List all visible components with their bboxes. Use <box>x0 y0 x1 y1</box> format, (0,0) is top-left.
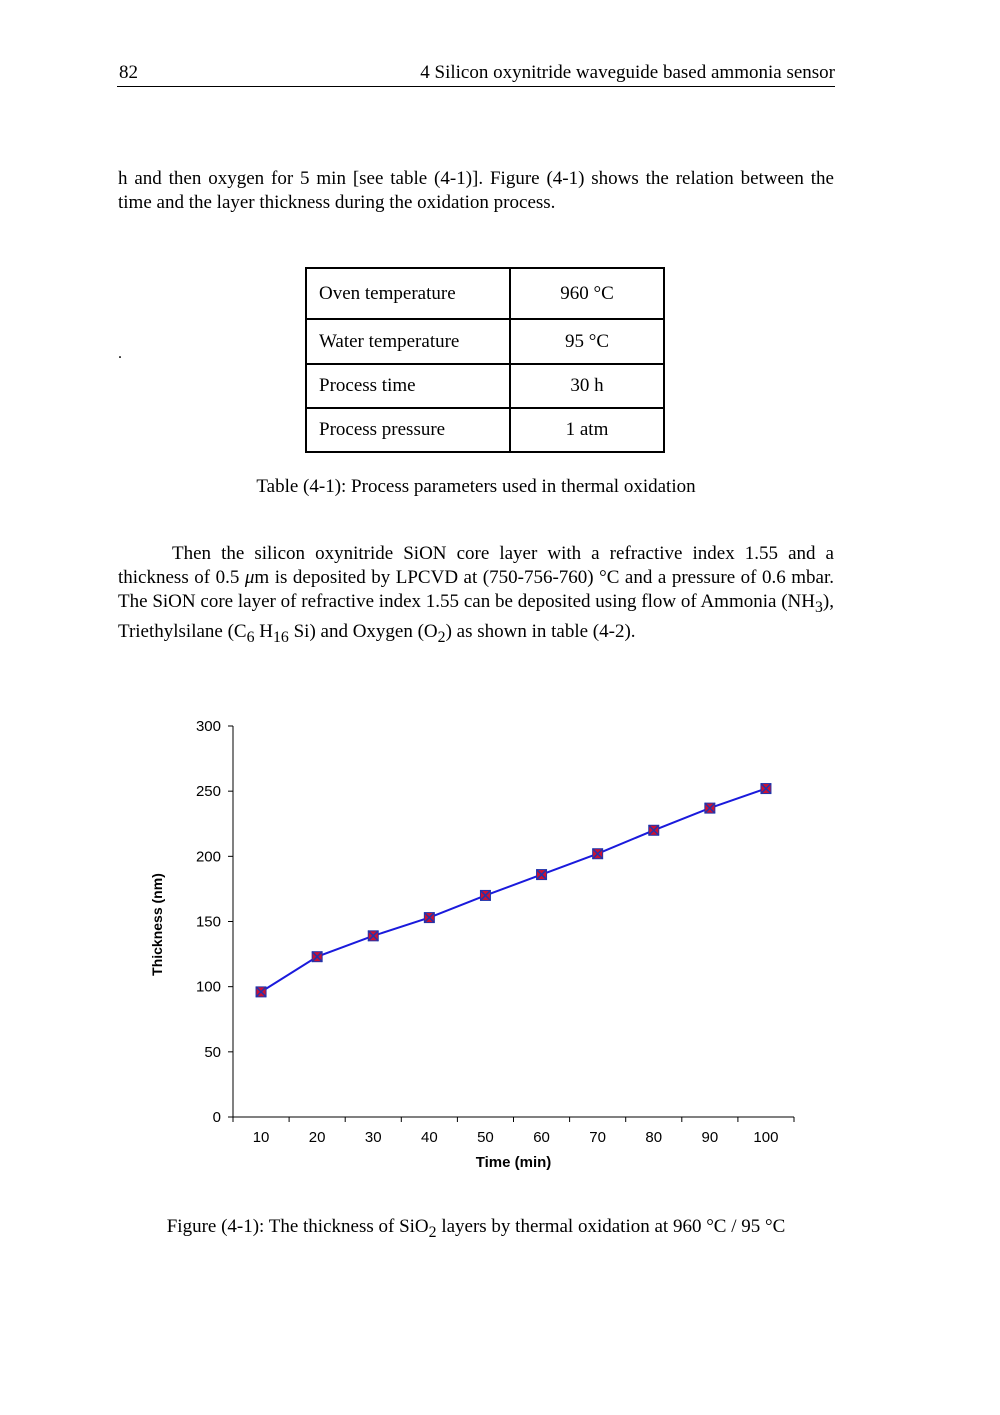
x-ticks <box>233 1117 794 1146</box>
table-cell-value: 960 °C <box>510 268 664 319</box>
data-point <box>593 849 603 859</box>
subscript: 6 <box>246 628 255 646</box>
table-cell-label: Process time <box>306 364 510 408</box>
table-cell-value: 95 °C <box>510 319 664 364</box>
figure-caption <box>118 1216 834 1242</box>
y-axis-label: Thickness (nm) <box>149 873 165 976</box>
running-head: 4 Silicon oxynitride waveguide based ammonia sensor <box>420 62 835 83</box>
x-tick-label: 90 <box>701 1129 719 1146</box>
intro-paragraph: h and then oxygen for 5 min [see table (4-1)]. Figure (4-1) shows the relation between the time and the layer thickness during the oxidation process. <box>118 168 834 213</box>
y-tick-label: 300 <box>195 718 221 735</box>
subscript: 2 <box>437 628 446 646</box>
x-tick-label: 50 <box>477 1129 494 1146</box>
data-point <box>761 784 771 794</box>
data-point <box>368 931 378 941</box>
data-markers <box>256 784 771 997</box>
body-text: ) as shown in table (4-2). <box>445 620 636 642</box>
mu-symbol: μ <box>244 567 255 588</box>
table-cell-label: Process pressure <box>306 408 510 452</box>
caption-text: layers by thermal oxidation at 960 °C / 95 °C <box>436 1216 786 1237</box>
table-caption: Table (4-1): Process parameters used in thermal oxidation <box>256 476 696 497</box>
data-point <box>649 825 659 835</box>
x-tick-label: 20 <box>308 1129 326 1146</box>
x-tick-label: 80 <box>645 1129 663 1146</box>
data-point <box>424 913 434 923</box>
subscript: 3 <box>815 598 823 616</box>
y-tick-label: 50 <box>204 1043 221 1061</box>
x-tick-label: 60 <box>533 1129 550 1146</box>
y-tick-label: 150 <box>195 913 221 931</box>
y-ticks <box>196 718 233 1126</box>
body-text: ), Triethylsilane (C <box>118 591 834 642</box>
table-cell-label: Water temperature <box>306 319 510 364</box>
body-text: Si) and Oxygen (O <box>288 620 438 642</box>
caption-text: Figure (4-1): The thickness of SiO <box>166 1216 429 1237</box>
x-tick-label: 100 <box>753 1129 779 1146</box>
body-text: Then the silicon oxynitride SiON core layer with a refractive index 1.55 and a thickness of 0.5 <box>118 543 834 588</box>
y-tick-label: 100 <box>195 978 221 996</box>
x-tick-label: 10 <box>252 1129 270 1146</box>
data-point <box>480 890 490 900</box>
table-cell-value: 1 atm <box>510 408 664 452</box>
series-line <box>261 789 766 992</box>
body-text: H <box>254 620 274 642</box>
x-axis-label: Time (min) <box>475 1154 552 1171</box>
table-cell-value: 30 h <box>510 364 664 408</box>
x-tick-label: 40 <box>421 1129 438 1146</box>
x-tick-label: 70 <box>589 1129 606 1146</box>
stray-mark: . <box>118 345 122 362</box>
body-text: m is deposited by LPCVD at (750-756-760) °C and a pressure of 0.6 mbar. The SiON core layer of refractive index 1.55 can be deposited using flow of Ammonia (NH <box>118 567 835 612</box>
data-point <box>312 952 322 962</box>
data-point <box>537 870 547 880</box>
y-tick-label: 250 <box>195 783 221 801</box>
data-point <box>705 803 715 813</box>
subscript: 2 <box>428 1223 437 1241</box>
y-tick-label: 200 <box>195 848 221 866</box>
table-cell-label: Oven temperature <box>306 268 510 319</box>
subscript: 16 <box>273 628 289 646</box>
y-tick-label: 0 <box>212 1109 221 1126</box>
page-number: 82 <box>119 62 138 83</box>
data-point <box>256 987 266 997</box>
x-tick-label: 30 <box>364 1129 382 1146</box>
